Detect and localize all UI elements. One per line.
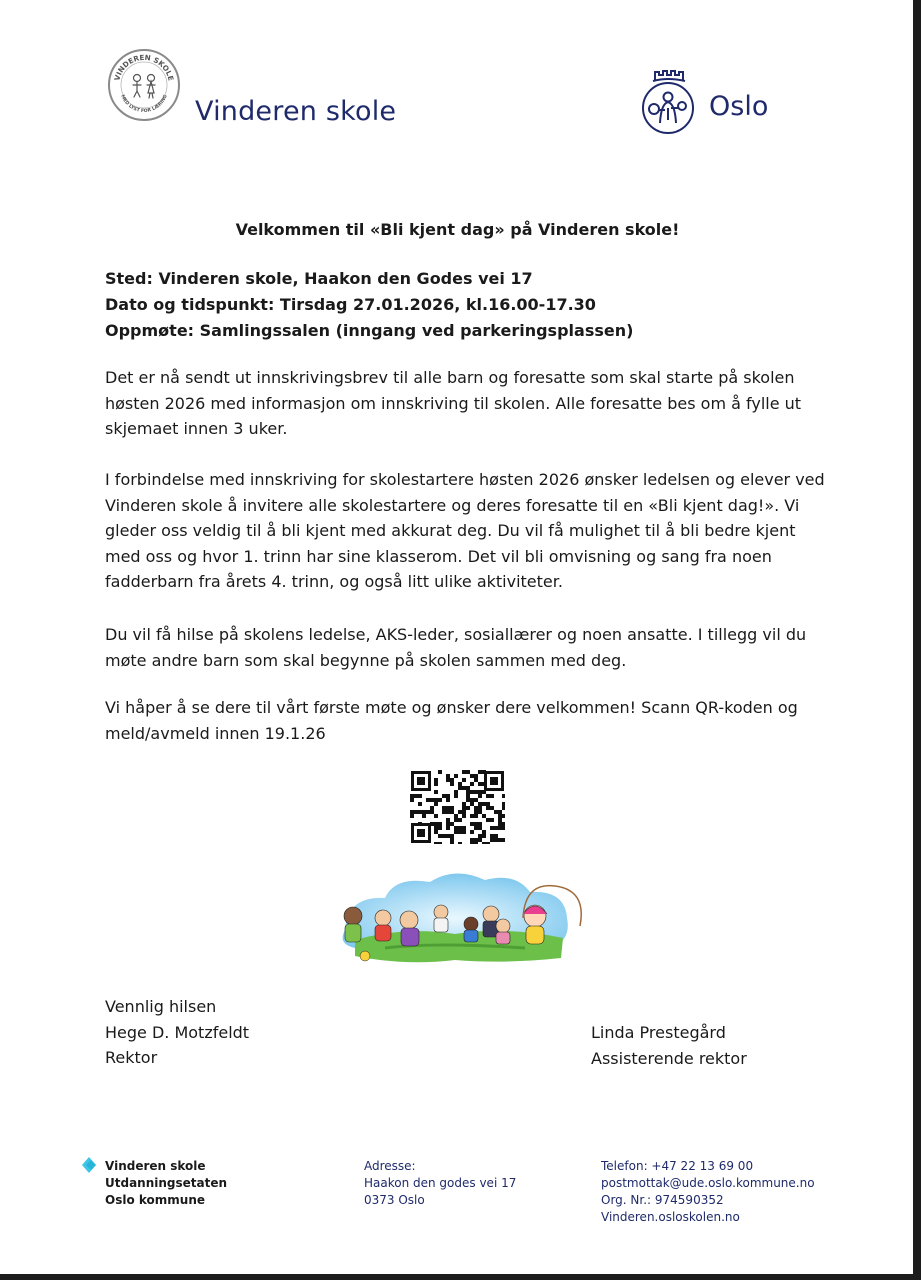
school-logo-text-bottom: MED LYST FOR LÆRING	[119, 94, 169, 115]
qr-module	[422, 810, 426, 814]
footer-address-label: Adresse:	[364, 1159, 416, 1173]
qr-module	[486, 842, 490, 844]
qr-module	[478, 770, 482, 774]
qr-module	[442, 810, 446, 814]
qr-module	[474, 790, 478, 794]
qr-module	[426, 810, 430, 814]
greeting: Vennlig hilsen	[105, 997, 217, 1016]
qr-module	[458, 826, 462, 830]
qr-module	[450, 810, 454, 814]
qr-module	[462, 806, 466, 810]
qr-module	[446, 818, 450, 822]
qr-module	[502, 806, 505, 810]
qr-module	[474, 778, 478, 782]
qr-module	[474, 774, 478, 778]
assistant-principal-title: Assisterende rektor	[591, 1048, 747, 1068]
qr-module	[458, 810, 462, 814]
footer-address	[364, 1158, 516, 1209]
qr-module	[502, 826, 505, 830]
qr-module	[474, 810, 478, 814]
qr-module	[498, 838, 502, 842]
qr-module	[450, 842, 454, 844]
footer-address-street: Haakon den godes vei 17	[364, 1176, 517, 1190]
qr-module	[410, 810, 414, 814]
qr-module	[458, 786, 462, 790]
footer-organization	[105, 1158, 227, 1209]
school-logo-icon	[107, 48, 181, 122]
qr-module	[470, 790, 474, 794]
school-name: Vinderen skole	[195, 96, 397, 127]
qr-module	[470, 830, 474, 834]
qr-module	[486, 806, 490, 810]
qr-module	[474, 822, 478, 826]
qr-module	[446, 774, 450, 778]
qr-module	[490, 794, 494, 798]
qr-module	[434, 798, 438, 802]
footer-website[interactable]: Vinderen.osloskolen.no	[601, 1210, 740, 1224]
qr-module	[430, 806, 434, 810]
qr-module	[466, 798, 470, 802]
oslo-diamond-icon	[80, 1155, 98, 1175]
qr-module	[486, 794, 490, 798]
qr-module	[502, 822, 505, 826]
oslo-name: Oslo	[709, 91, 769, 122]
footer-org-number: Org. Nr.: 974590352	[601, 1193, 724, 1207]
footer-municipality: Oslo kommune	[105, 1193, 206, 1207]
principal-name: Hege D. Motzfeldt	[105, 1022, 250, 1042]
page-frame-bottom	[0, 1274, 921, 1280]
qr-module	[474, 806, 478, 810]
qr-module	[458, 782, 462, 786]
signature-left	[105, 994, 249, 1071]
paragraph-meet-staff: Du vil få hilse på skolens ledelse, AKS-leder, sosiallærer og noen ansatte. I tillegg vil du møte andre barn som skal begynne på skolen sammen med deg.	[105, 625, 807, 670]
qr-module	[494, 834, 498, 838]
qr-module	[482, 830, 486, 834]
qr-module	[482, 814, 486, 818]
qr-module	[454, 830, 458, 834]
qr-module	[438, 798, 442, 802]
qr-module	[454, 818, 458, 822]
qr-module	[462, 778, 466, 782]
paragraph-enrollment: Det er nå sendt ut innskrivingsbrev til alle barn og foresatte som skal starte på skolen høsten 2026 med informasjon om innskriving til skolen. Alle foresatte bes om å fylle ut skjemaet innen 3 uker.	[105, 368, 802, 438]
qr-module	[474, 814, 478, 818]
paragraph-invitation: I forbindelse med innskriving for skolestartere høsten 2026 ønsker ledelsen og elever ved Vinderen skole å invitere alle skolestartere og deres foresatte til en «Bli kjent dag!». Vi gleder oss veldig til å bli kjent med akkurat deg. Du vil få mulighet til å bli bedre kjent med oss og hvor 1. trinn har sine klasserom. Det vil bli omvisning og sang fra noen fadderbarn fra årets 4. trinn, og også litt ulike aktiviteter.	[105, 470, 825, 591]
qr-module	[470, 802, 474, 806]
qr-module	[430, 810, 434, 814]
qr-code-icon[interactable]	[410, 770, 505, 844]
qr-module	[494, 810, 498, 814]
qr-module	[410, 794, 414, 798]
qr-module	[410, 798, 414, 802]
qr-module	[498, 818, 502, 822]
qr-module	[414, 810, 418, 814]
qr-module	[502, 794, 505, 798]
qr-module	[454, 794, 458, 798]
qr-module	[454, 826, 458, 830]
qr-module	[486, 802, 490, 806]
qr-module	[474, 826, 478, 830]
qr-module	[498, 814, 502, 818]
footer-school: Vinderen skole	[105, 1159, 206, 1173]
qr-module	[438, 826, 442, 830]
qr-module	[442, 794, 446, 798]
qr-module	[470, 842, 474, 844]
qr-module	[478, 838, 482, 842]
qr-module	[438, 842, 442, 844]
qr-module	[450, 782, 454, 786]
qr-module	[466, 790, 470, 794]
qr-module	[478, 806, 482, 810]
qr-module	[446, 806, 450, 810]
qr-module	[502, 802, 505, 806]
qr-module	[498, 826, 502, 830]
qr-module	[454, 790, 458, 794]
qr-module	[470, 838, 474, 842]
qr-module	[470, 782, 474, 786]
qr-module	[442, 806, 446, 810]
qr-module	[434, 790, 438, 794]
qr-module	[422, 814, 426, 818]
qr-module	[458, 842, 462, 844]
qr-module	[482, 842, 486, 844]
qr-module	[478, 822, 482, 826]
qr-module	[450, 834, 454, 838]
qr-module	[438, 770, 442, 774]
qr-module	[494, 826, 498, 830]
qr-module	[486, 818, 490, 822]
qr-module	[414, 794, 418, 798]
page-frame-right	[913, 0, 921, 1280]
qr-module	[470, 798, 474, 802]
qr-module	[446, 778, 450, 782]
qr-module	[474, 842, 478, 844]
qr-module	[462, 810, 466, 814]
qr-module	[434, 778, 438, 782]
qr-module	[478, 794, 482, 798]
qr-module	[446, 794, 450, 798]
qr-module	[458, 818, 462, 822]
footer-address-city: 0373 Oslo	[364, 1193, 425, 1207]
qr-module	[418, 802, 422, 806]
qr-module	[462, 830, 466, 834]
footer-contact	[601, 1158, 815, 1226]
qr-module	[418, 810, 422, 814]
qr-module	[418, 794, 422, 798]
qr-module	[434, 802, 438, 806]
event-meeting-point: Oppmøte: Samlingssalen (inngang ved parkeringsplassen)	[105, 321, 634, 340]
qr-module	[474, 798, 478, 802]
qr-module	[434, 826, 438, 830]
qr-module	[466, 806, 470, 810]
qr-module	[474, 838, 478, 842]
qr-module	[454, 814, 458, 818]
qr-module	[502, 838, 505, 842]
school-logo-text-top: VINDEREN SKOLE	[112, 52, 176, 82]
qr-module	[478, 802, 482, 806]
qr-module	[442, 834, 446, 838]
qr-module	[434, 814, 438, 818]
qr-module	[490, 838, 494, 842]
qr-module	[454, 774, 458, 778]
qr-module	[438, 834, 442, 838]
qr-module	[434, 782, 438, 786]
paragraph-rsvp: Vi håper å se dere til vårt første møte og ønsker dere velkommen! Scann QR-koden og meld/avmeld innen 19.1.26	[105, 698, 798, 743]
qr-module	[462, 770, 466, 774]
qr-module	[466, 786, 470, 790]
qr-module	[462, 802, 466, 806]
qr-module	[446, 822, 450, 826]
footer-phone: Telefon: +47 22 13 69 00	[601, 1159, 754, 1173]
qr-module	[434, 842, 438, 844]
qr-module	[446, 834, 450, 838]
qr-module	[434, 830, 438, 834]
qr-module	[490, 834, 494, 838]
qr-module	[450, 778, 454, 782]
qr-module	[446, 826, 450, 830]
assistant-principal-name: Linda Prestegård	[591, 1023, 726, 1042]
qr-module	[482, 802, 486, 806]
qr-module	[478, 810, 482, 814]
qr-module	[490, 818, 494, 822]
qr-module	[498, 810, 502, 814]
qr-module	[490, 826, 494, 830]
qr-module	[450, 806, 454, 810]
qr-module	[490, 806, 494, 810]
footer-agency: Utdanningsetaten	[105, 1176, 228, 1190]
qr-module	[458, 830, 462, 834]
qr-module	[466, 770, 470, 774]
qr-module	[470, 814, 474, 818]
qr-module	[462, 826, 466, 830]
event-info	[105, 266, 633, 344]
page-title: Velkommen til «Bli kjent dag» på Vinderen skole!	[235, 220, 680, 239]
event-place: Sted: Vinderen skole, Haakon den Godes vei 17	[105, 269, 533, 288]
qr-module	[446, 810, 450, 814]
qr-module	[450, 822, 454, 826]
qr-module	[438, 822, 442, 826]
qr-module	[450, 838, 454, 842]
qr-module	[482, 834, 486, 838]
qr-module	[470, 822, 474, 826]
footer-email[interactable]: postmottak@ude.oslo.kommune.no	[601, 1176, 815, 1190]
principal-title: Rektor	[105, 1048, 158, 1067]
qr-module	[478, 826, 482, 830]
event-date: Dato og tidspunkt: Tirsdag 27.01.2026, kl.16.00-17.30	[105, 295, 596, 314]
qr-module	[494, 838, 498, 842]
qr-module	[434, 822, 438, 826]
qr-module	[478, 834, 482, 838]
qr-module	[502, 814, 505, 818]
qr-module	[410, 814, 414, 818]
qr-module	[462, 786, 466, 790]
qr-module	[426, 798, 430, 802]
qr-module	[462, 814, 466, 818]
qr-module	[446, 798, 450, 802]
qr-module	[498, 822, 502, 826]
qr-module	[478, 790, 482, 794]
oslo-seal-icon	[640, 68, 696, 136]
qr-module	[478, 782, 482, 786]
signature-right	[591, 1020, 747, 1071]
qr-module	[470, 774, 474, 778]
children-illustration	[325, 868, 590, 966]
qr-module	[430, 798, 434, 802]
qr-module	[466, 794, 470, 798]
